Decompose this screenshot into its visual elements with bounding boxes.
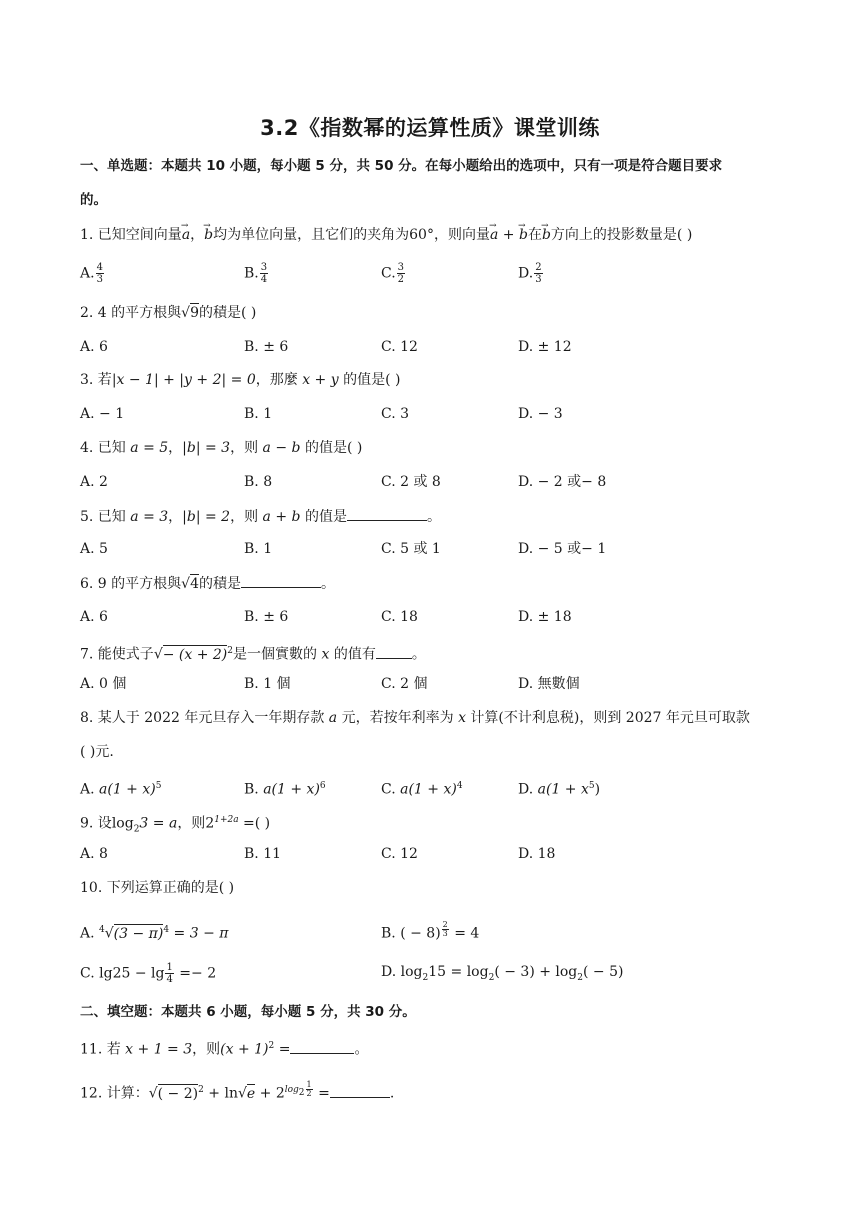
q7-option-a: A. 0 個 <box>80 676 127 692</box>
q2-option-a: A. 6 <box>80 339 108 355</box>
q10-option-a: A. $^4√(3 - \pi)^4 = 3 - \pi$ <box>80 925 229 942</box>
q8-option-c: C. $a(1 + x)^4$ <box>381 781 463 798</box>
q2-option-b: B. ± 6 <box>244 339 289 355</box>
q1-option-c: C. $\frac{3}{2}$ <box>381 262 405 285</box>
q5-option-c: C. 5 或 1 <box>381 541 441 557</box>
q5-option-d: D. − 5 或− 1 <box>518 541 607 557</box>
page-title: 3.2《指数幂的运算性质》课堂训练 <box>260 116 600 140</box>
q3-option-c: C. 3 <box>381 406 410 422</box>
q9-option-c: C. 12 <box>381 846 418 862</box>
question-8-cont: ( )元. <box>80 744 114 760</box>
section-1-header: 一、单选题：本题共 10 小题，每小题 5 分，共 50 分。在每小题给出的选项中，只有一项是符合题目要求 <box>80 158 723 174</box>
q10-option-c: C. lg25 − lg $\frac{1}{4}$ =− 2 <box>80 962 217 985</box>
question-2: 2. 4 的平方根與√9的積是( ) <box>80 305 257 321</box>
q3-option-b: B. 1 <box>244 406 273 422</box>
q7-option-d: D. 無數個 <box>518 676 580 692</box>
q2-option-d: D. ± 12 <box>518 339 572 355</box>
q6-option-b: B. ± 6 <box>244 609 289 625</box>
q7-option-b: B. 1 個 <box>244 676 291 692</box>
q8-option-b: B. $a(1 + x)^6$ <box>244 781 326 798</box>
q3-option-d: D. − 3 <box>518 406 563 422</box>
q3-option-a: A. − 1 <box>80 406 125 422</box>
question-4: 4. 已知 a = 5，|b| = 3，则 a − b 的值是( ) <box>80 440 363 456</box>
q4-option-d: D. − 2 或− 8 <box>518 474 607 490</box>
answer-blank <box>347 506 427 521</box>
vector-b: → b <box>204 227 213 243</box>
question-11: 11. 若 x + 1 = 3，则$(x + 1)^2$ = 。 <box>80 1036 368 1060</box>
question-1: 1. 已知空间向量→ a，→ b均为单位向量，且它们的夹角为60°，则向量→ a + → b在→ b方向上的投影数量是( ) <box>80 225 692 245</box>
question-5: 5. 已知 a = 3，|b| = 2，则 a + b 的值是 。 <box>80 506 441 527</box>
question-7: 7. 能使式子√− $(x + 2)^2$是一個實數的 x 的值有 。 <box>80 641 426 665</box>
q6-option-d: D. ± 18 <box>518 609 572 625</box>
q10-option-d: D. $\log_215 = \log_2( - 3) + \log_2( - 5)$ <box>381 964 624 983</box>
question-12: 12. 计算：√( − $2)^2 + \ln√e + 2^{log_2 \frac{1}{2}}$ = . <box>80 1080 395 1102</box>
q9-option-d: D. 18 <box>518 846 556 862</box>
section-2-header: 二、填空题：本题共 6 小题，每小题 5 分，共 30 分。 <box>80 1004 416 1020</box>
q2-option-c: C. 12 <box>381 339 418 355</box>
q5-option-b: B. 1 <box>244 541 273 557</box>
q6-option-a: A. 6 <box>80 609 108 625</box>
q8-option-d: D. $a(1 + x^5)$ <box>518 781 601 798</box>
section-1-header-cont: 的。 <box>80 192 107 208</box>
question-3: 3. 若|x − 1| + |y + 2| = 0，那麼 x + y 的值是( ) <box>80 372 401 388</box>
question-10: 10. 下列运算正确的是( ) <box>80 880 235 896</box>
vector-a: → a <box>182 227 190 243</box>
q4-option-b: B. 8 <box>244 474 273 490</box>
q4-option-a: A. 2 <box>80 474 108 490</box>
answer-blank <box>376 644 412 659</box>
answer-blank <box>330 1083 390 1098</box>
q1-option-d: D. $\frac{2}{3}$ <box>518 262 542 285</box>
question-8: 8. 某人于 2022 年元旦存入一年期存款 a 元，若按年利率为 x 计算(不计利息税)，则到 2027 年元旦可取款 <box>80 710 750 726</box>
q5-option-a: A. 5 <box>80 541 108 557</box>
q1-option-b: B. $\frac{3}{4}$ <box>244 262 268 285</box>
q9-option-b: B. 11 <box>244 846 282 862</box>
q8-option-a: A. $a(1 + x)^5$ <box>80 781 162 798</box>
answer-blank <box>241 573 321 588</box>
q6-option-c: C. 18 <box>381 609 418 625</box>
question-9: 9. 设$\log_23 = a$，则$2^{1+2a}$ =( ) <box>80 815 271 835</box>
q9-option-a: A. 8 <box>80 846 108 862</box>
q4-option-c: C. 2 或 8 <box>381 474 441 490</box>
answer-blank <box>290 1039 354 1054</box>
q7-option-c: C. 2 個 <box>381 676 428 692</box>
question-6: 6. 9 的平方根與√4的積是 。 <box>80 573 335 594</box>
q10-option-b: B. ( − 8) $^{\frac{2}{3}}$ = 4 <box>381 920 480 942</box>
q1-option-a: A. $\frac{4}{3}$ <box>80 262 103 285</box>
